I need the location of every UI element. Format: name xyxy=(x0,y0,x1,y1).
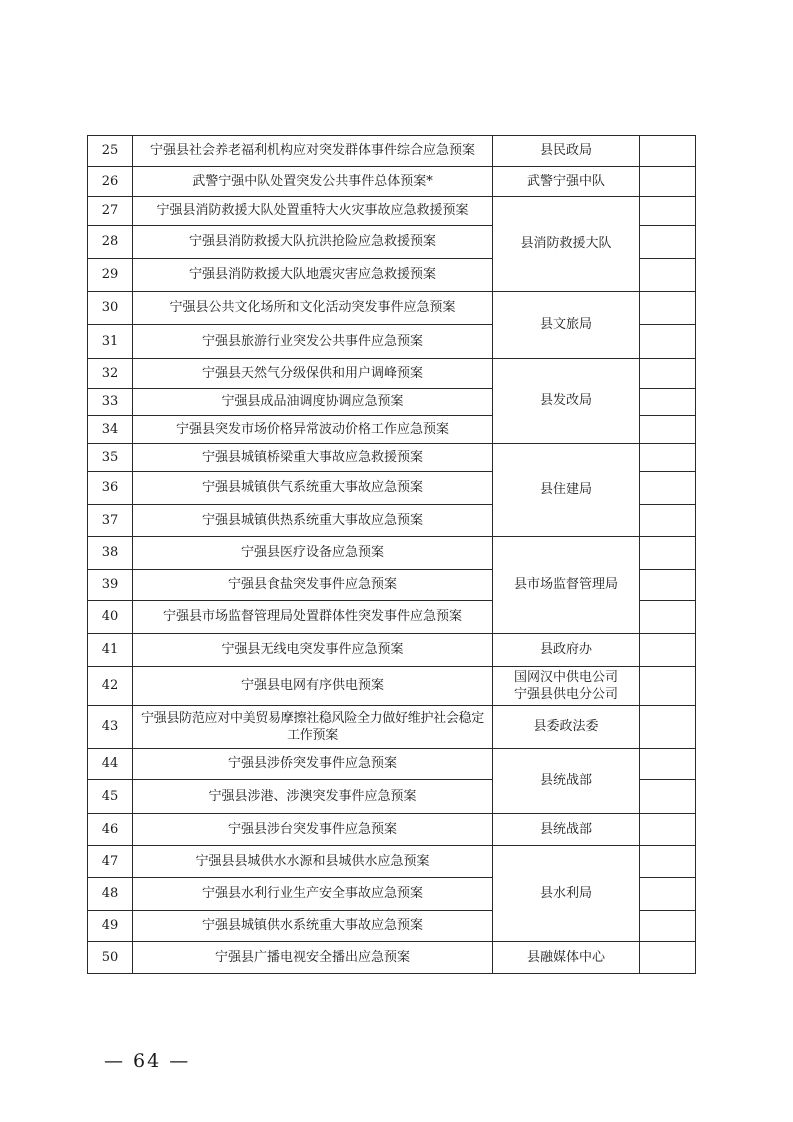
table-row xyxy=(88,197,696,226)
responsible-department: 县住建局 xyxy=(493,444,640,537)
remarks-cell xyxy=(640,505,696,537)
plan-name: 宁强县电网有序供电预案 xyxy=(133,667,493,706)
plan-name: 宁强县涉侨突发事件应急预案 xyxy=(133,749,493,780)
plan-name: 宁强县公共文化场所和文化活动突发事件应急预案 xyxy=(133,292,493,325)
remarks-cell xyxy=(640,667,696,706)
row-number: 39 xyxy=(88,570,133,601)
remarks-cell xyxy=(640,814,696,846)
plan-name: 宁强县医疗设备应急预案 xyxy=(133,537,493,570)
remarks-cell xyxy=(640,167,696,197)
row-number: 49 xyxy=(88,911,133,942)
plan-name: 宁强县城镇供热系统重大事故应急预案 xyxy=(133,505,493,537)
row-number: 33 xyxy=(88,389,133,416)
emergency-plan-table xyxy=(87,135,696,974)
plan-name: 宁强县涉台突发事件应急预案 xyxy=(133,814,493,846)
department-line-2: 宁强县供电分公司 xyxy=(513,687,618,702)
row-number: 26 xyxy=(88,167,133,197)
table-row xyxy=(88,634,696,667)
remarks-cell xyxy=(640,942,696,974)
row-number: 44 xyxy=(88,749,133,780)
row-number: 29 xyxy=(88,259,133,292)
remarks-cell xyxy=(640,197,696,226)
remarks-cell xyxy=(640,389,696,416)
responsible-department xyxy=(493,667,640,706)
responsible-department: 县政府办 xyxy=(493,634,640,667)
row-number: 35 xyxy=(88,444,133,472)
plan-name: 宁强县防范应对中美贸易摩擦社稳风险全力做好维护社会稳定工作预案 xyxy=(133,706,493,749)
remarks-cell xyxy=(640,780,696,814)
remarks-cell xyxy=(640,911,696,942)
department-line-1: 国网汉中供电公司 xyxy=(513,670,618,685)
page-number: — 64 — xyxy=(104,1050,191,1072)
row-number: 40 xyxy=(88,601,133,634)
responsible-department: 县消防救援大队 xyxy=(493,197,640,292)
remarks-cell xyxy=(640,136,696,167)
table-row xyxy=(88,136,696,167)
remarks-cell xyxy=(640,259,696,292)
row-number: 45 xyxy=(88,780,133,814)
plan-name: 宁强县城镇桥梁重大事故应急救援预案 xyxy=(133,444,493,472)
table-row xyxy=(88,359,696,389)
plan-name: 宁强县水利行业生产安全事故应急预案 xyxy=(133,878,493,911)
responsible-department: 县融媒体中心 xyxy=(493,942,640,974)
table-row xyxy=(88,444,696,472)
plan-name: 宁强县天然气分级保供和用户调峰预案 xyxy=(133,359,493,389)
responsible-department: 武警宁强中队 xyxy=(493,167,640,197)
remarks-cell xyxy=(640,226,696,259)
row-number: 46 xyxy=(88,814,133,846)
remarks-cell xyxy=(640,359,696,389)
row-number: 47 xyxy=(88,846,133,878)
table-row xyxy=(88,706,696,749)
plan-name: 宁强县社会养老福利机构应对突发群体事件综合应急预案 xyxy=(133,136,493,167)
responsible-department: 县统战部 xyxy=(493,749,640,814)
row-number: 34 xyxy=(88,416,133,444)
plan-name: 宁强县涉港、涉澳突发事件应急预案 xyxy=(133,780,493,814)
table-row xyxy=(88,846,696,878)
responsible-department: 县水利局 xyxy=(493,846,640,942)
plan-name: 武警宁强中队处置突发公共事件总体预案* xyxy=(133,167,493,197)
plan-name: 宁强县消防救援大队处置重特大火灾事故应急救援预案 xyxy=(133,197,493,226)
plan-name: 宁强县食盐突发事件应急预案 xyxy=(133,570,493,601)
table-row xyxy=(88,537,696,570)
row-number: 28 xyxy=(88,226,133,259)
responsible-department: 县文旅局 xyxy=(493,292,640,359)
row-number: 32 xyxy=(88,359,133,389)
row-number: 38 xyxy=(88,537,133,570)
remarks-cell xyxy=(640,706,696,749)
row-number: 43 xyxy=(88,706,133,749)
table-row xyxy=(88,749,696,780)
plan-name: 宁强县县城供水水源和县城供水应急预案 xyxy=(133,846,493,878)
table-row xyxy=(88,814,696,846)
responsible-department: 县市场监督管理局 xyxy=(493,537,640,634)
row-number: 42 xyxy=(88,667,133,706)
remarks-cell xyxy=(640,444,696,472)
plan-name: 宁强县消防救援大队抗洪抢险应急救援预案 xyxy=(133,226,493,259)
plan-name: 宁强县成品油调度协调应急预案 xyxy=(133,389,493,416)
table-row xyxy=(88,942,696,974)
table-row xyxy=(88,292,696,325)
responsible-department: 县发改局 xyxy=(493,359,640,444)
table-row xyxy=(88,667,696,706)
row-number: 30 xyxy=(88,292,133,325)
row-number: 36 xyxy=(88,472,133,505)
row-number: 31 xyxy=(88,325,133,359)
plan-name: 宁强县消防救援大队地震灾害应急救援预案 xyxy=(133,259,493,292)
plan-name: 宁强县城镇供水系统重大事故应急预案 xyxy=(133,911,493,942)
remarks-cell xyxy=(640,846,696,878)
remarks-cell xyxy=(640,416,696,444)
table-row xyxy=(88,167,696,197)
row-number: 41 xyxy=(88,634,133,667)
plan-name: 宁强县无线电突发事件应急预案 xyxy=(133,634,493,667)
plan-name: 宁强县旅游行业突发公共事件应急预案 xyxy=(133,325,493,359)
row-number: 27 xyxy=(88,197,133,226)
remarks-cell xyxy=(640,749,696,780)
remarks-cell xyxy=(640,325,696,359)
plan-name: 宁强县广播电视安全播出应急预案 xyxy=(133,942,493,974)
remarks-cell xyxy=(640,537,696,570)
remarks-cell xyxy=(640,570,696,601)
remarks-cell xyxy=(640,292,696,325)
row-number: 37 xyxy=(88,505,133,537)
row-number: 25 xyxy=(88,136,133,167)
responsible-department: 县统战部 xyxy=(493,814,640,846)
remarks-cell xyxy=(640,472,696,505)
responsible-department: 县民政局 xyxy=(493,136,640,167)
plan-name: 宁强县城镇供气系统重大事故应急预案 xyxy=(133,472,493,505)
row-number: 50 xyxy=(88,942,133,974)
remarks-cell xyxy=(640,878,696,911)
responsible-department: 县委政法委 xyxy=(493,706,640,749)
plan-name: 宁强县市场监督管理局处置群体性突发事件应急预案 xyxy=(133,601,493,634)
remarks-cell xyxy=(640,634,696,667)
row-number: 48 xyxy=(88,878,133,911)
plan-name: 宁强县突发市场价格异常波动价格工作应急预案 xyxy=(133,416,493,444)
remarks-cell xyxy=(640,601,696,634)
